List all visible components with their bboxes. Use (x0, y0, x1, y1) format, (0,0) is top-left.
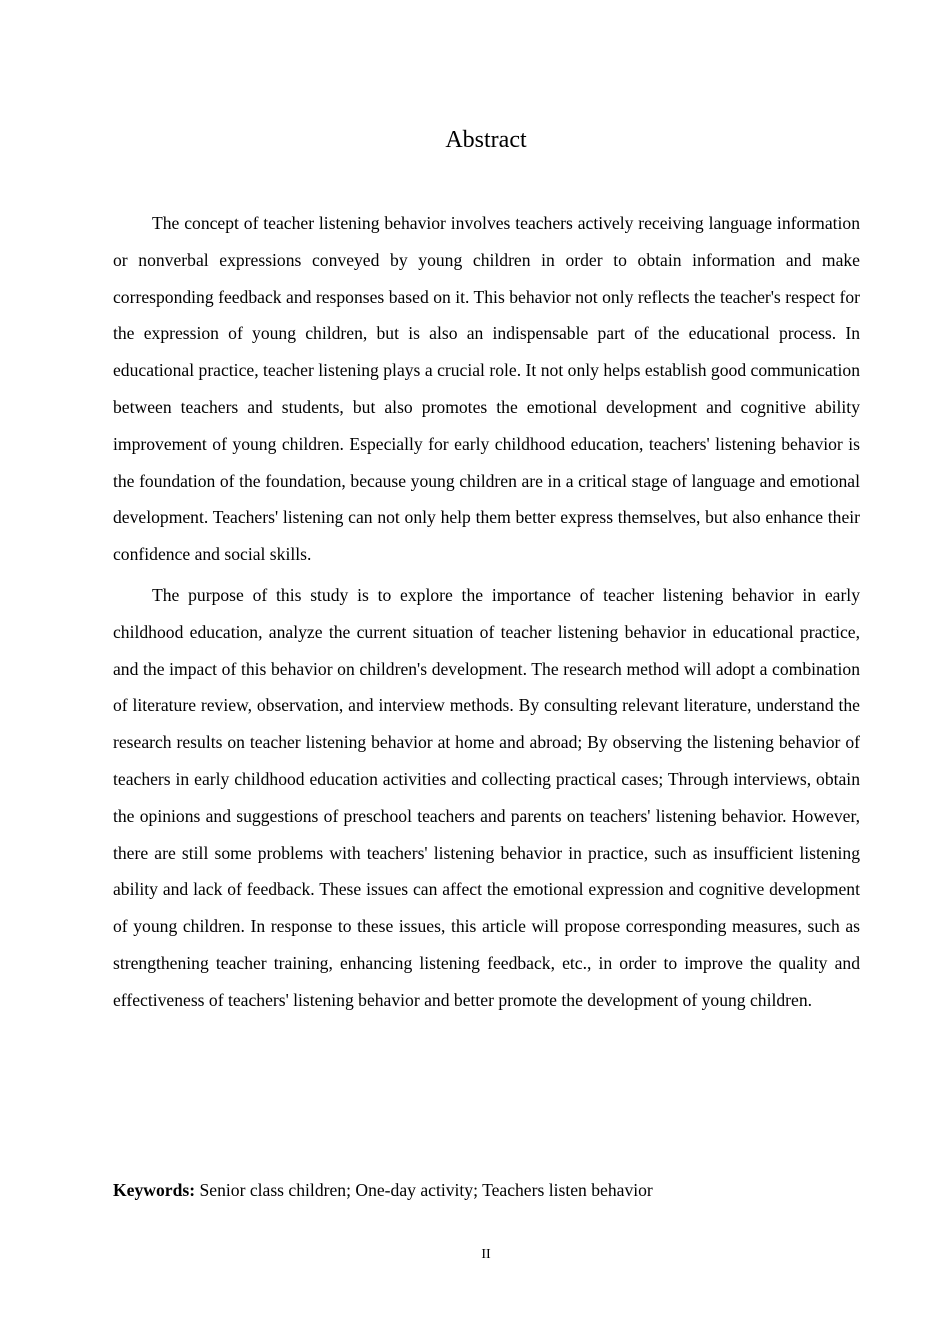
keywords-label: Keywords: (113, 1180, 196, 1200)
keywords-value: Senior class children; One-day activity; Teachers listen behavior (199, 1180, 653, 1200)
page-number: II (481, 1247, 491, 1262)
keywords-line (113, 1175, 860, 1205)
page-title: Abstract (445, 127, 527, 153)
abstract-paragraph-1: The concept of teacher listening behavior involves teachers actively receiving language information or nonverbal expressions conveyed by young children in order to obtain information and make corresponding feedback and responses based on it. This behavior not only reflects the teacher's respect for the expression of young children, but is also an indispensable part of the educational process. In educational practice, teacher listening plays a crucial role. It not only helps establish good communication between teachers and students, but also promotes the emotional development and cognitive ability improvement of young children. Especially for early childhood education, teachers' listening behavior is the foundation of the foundation, because young children are in a critical stage of language and emotional development. Teachers' listening can not only help them better express themselves, but also enhance their confidence and social skills. (113, 213, 860, 565)
abstract-paragraph-2: The purpose of this study is to explore the importance of teacher listening behavior in early childhood education, analyze the current situation of teacher listening behavior in educational practice, and the impact of this behavior on children's development. The research method will adopt a combination of literature review, observation, and interview methods. By consulting relevant literature, understand the research results on teacher listening behavior at home and abroad; By observing the listening behavior of teachers in early childhood education activities and collecting practical cases; Through interviews, obtain the opinions and suggestions of preschool teachers and parents on teachers' listening behavior. However, there are still some problems with teachers' listening behavior in practice, such as insufficient listening ability and lack of feedback. These issues can affect the emotional expression and cognitive development of young children. In response to these issues, this article will propose corresponding measures, such as strengthening teacher training, enhancing listening feedback, etc., in order to improve the quality and effectiveness of teachers' listening behavior and better promote the development of young children. (113, 584, 860, 1010)
abstract-body (113, 205, 860, 1019)
